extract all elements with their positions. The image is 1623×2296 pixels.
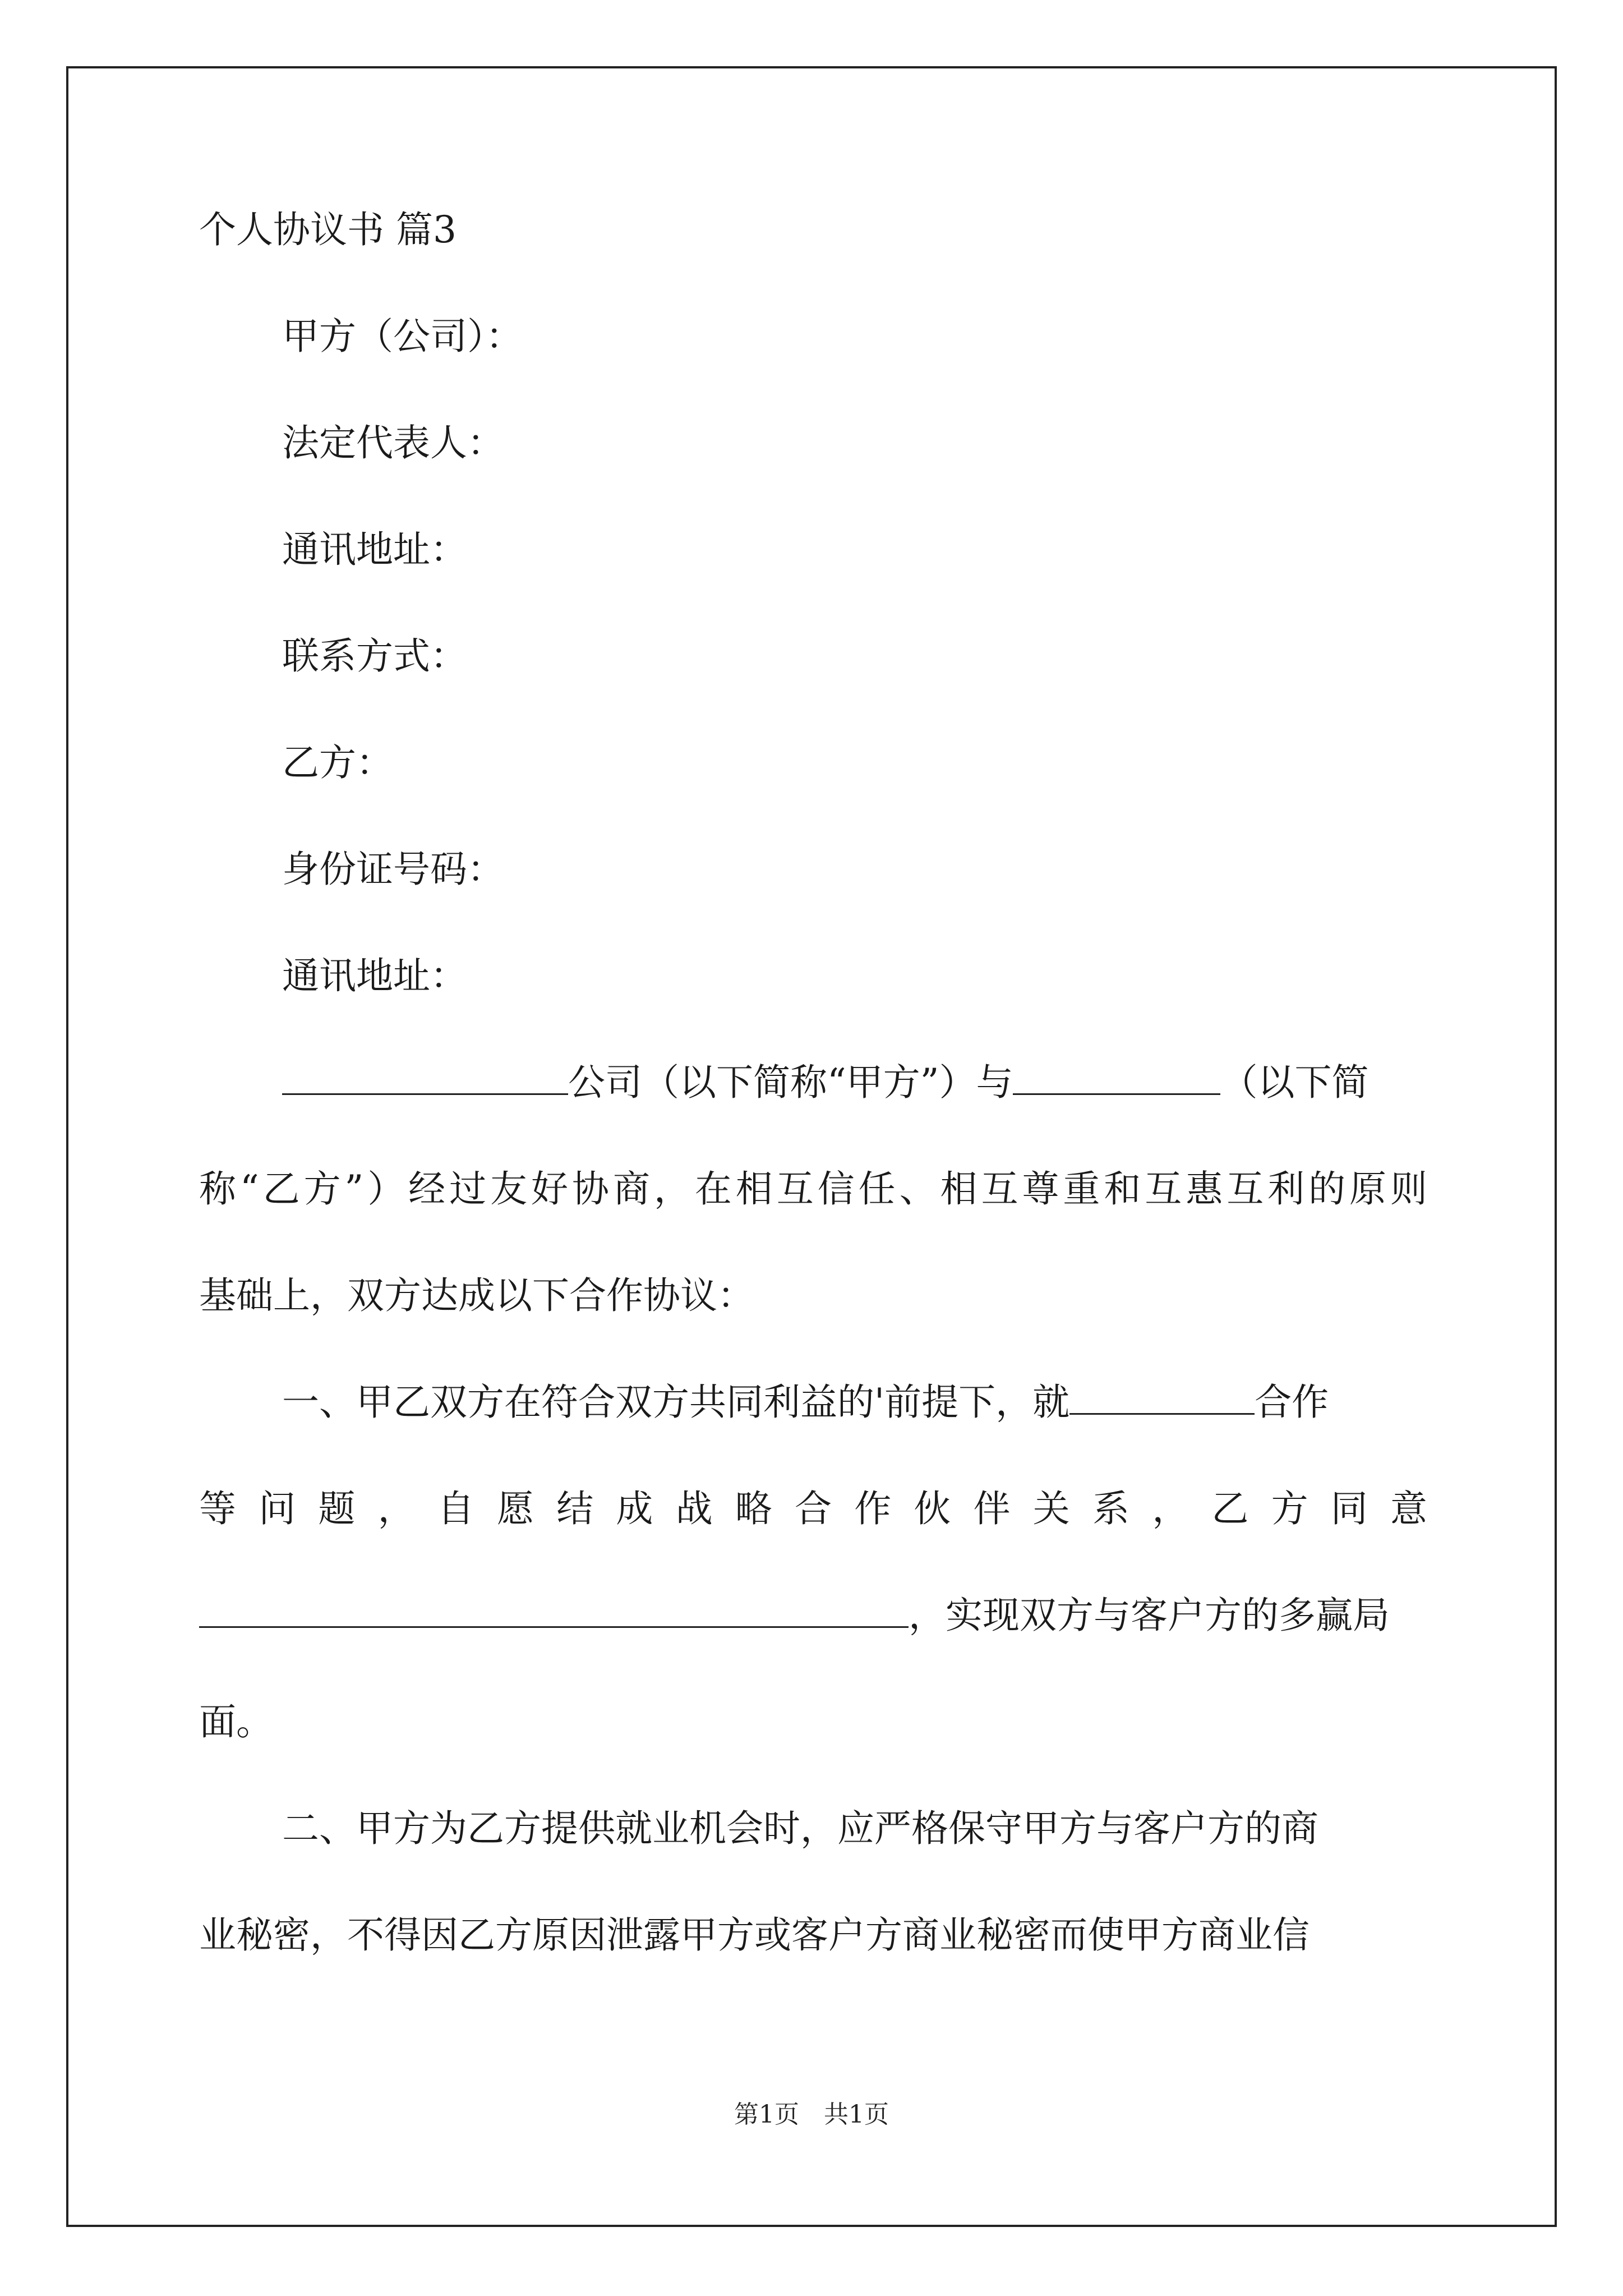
clause1-text-2: 合作 bbox=[1255, 1381, 1329, 1424]
page-border bbox=[66, 66, 1557, 2227]
field-address-a: 通讯地址： bbox=[282, 528, 467, 571]
clause1-line-1 bbox=[282, 1380, 1329, 1425]
field-id-number: 身份证号码： bbox=[282, 848, 504, 891]
intro-line-3: 基础上，双方达成以下合作协议： bbox=[199, 1274, 754, 1317]
document-title: 个人协议书 篇3 bbox=[199, 208, 457, 251]
field-legal-representative: 法定代表人： bbox=[282, 421, 504, 464]
blank-company-name bbox=[282, 1061, 568, 1095]
intro-line-2: 称“乙方”）经过友好协商，在相互信任、相互尊重和互惠互利的原则 bbox=[199, 1167, 1427, 1211]
field-address-b: 通讯地址： bbox=[282, 954, 467, 997]
intro-text-2: （以下简 bbox=[1220, 1061, 1369, 1104]
blank-party-b-agreement bbox=[199, 1594, 909, 1628]
clause2-line-2: 业秘密，不得因乙方原因泄露甲方或客户方商业秘密而使甲方商业信 bbox=[199, 1913, 1310, 1957]
field-party-a: 甲方（公司）： bbox=[282, 315, 523, 358]
clause1-text-1: 一、甲乙双方在符合双方共同利益的'前提下，就 bbox=[282, 1381, 1070, 1424]
blank-cooperation-matter bbox=[1069, 1381, 1255, 1415]
intro-line-1 bbox=[282, 1060, 1368, 1105]
clause1-line-2: 等问题，自愿结成战略合作伙伴关系，乙方同意 bbox=[199, 1487, 1427, 1530]
clause1-line-3 bbox=[199, 1593, 1390, 1638]
field-contact: 联系方式： bbox=[282, 634, 467, 678]
page-footer: 第1页 共1页 bbox=[734, 2100, 889, 2129]
field-party-b: 乙方： bbox=[282, 741, 393, 784]
blank-party-b-name bbox=[1013, 1061, 1220, 1095]
intro-text-1: 公司（以下简称“甲方”）与 bbox=[568, 1061, 1013, 1104]
clause1-line-4: 面。 bbox=[199, 1700, 273, 1743]
clause2-line-1: 二、甲方为乙方提供就业机会时，应严格保守甲方与客户方的商 bbox=[282, 1807, 1318, 1850]
clause1-text-3: ，实现双方与客户方的多赢局 bbox=[909, 1594, 1390, 1637]
